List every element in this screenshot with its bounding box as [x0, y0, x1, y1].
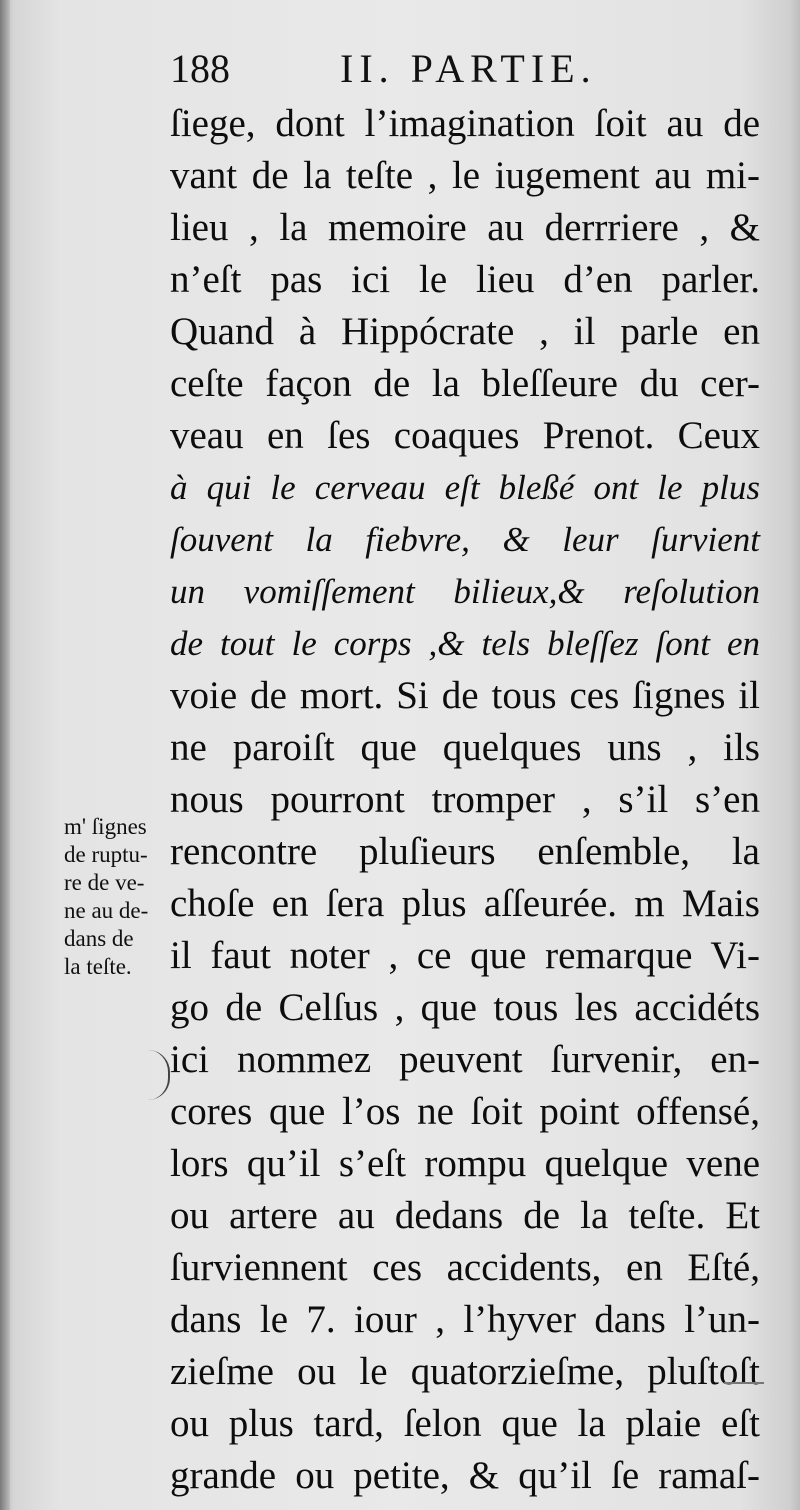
text-line: vant de la teſte , le iugement au mi-: [170, 154, 760, 197]
margin-note-line: re de ve-: [64, 870, 145, 895]
text-line: n’eſt pas ici le lieu d’en parler.: [170, 258, 760, 301]
page-header: [170, 44, 770, 94]
text-line: grande ou petite, & qu’il ſe ramaſ-: [170, 1454, 760, 1497]
text-line: choſe en ſera plus aſſeurée. m Mais: [170, 882, 760, 925]
margin-bracket-mark: [148, 1050, 170, 1100]
margin-note-line: la teſte.: [64, 954, 132, 979]
text-line: voie de mort. Si de tous ces ſignes il: [170, 674, 760, 717]
running-head: II. PARTIE.: [340, 46, 597, 91]
margin-note-line: ne au de-: [64, 898, 149, 923]
text-line: nous pourront tromper , s’il s’en: [170, 778, 760, 821]
margin-note-line: de ruptu-: [64, 842, 148, 867]
binding-gutter: [0, 0, 10, 1510]
text-line: lors qu’il s’eſt rompu quelque vene: [170, 1142, 760, 1185]
text-line: rencontre pluſieurs enſemble, la: [170, 830, 760, 873]
text-line: veau en ſes coaques Prenot. Ceux: [170, 414, 760, 457]
text-line: ceſte façon de la bleſſeure du cer-: [170, 362, 760, 405]
text-line: il faut noter , ce que remarque Vi-: [170, 934, 760, 977]
catchword-mark: [724, 1370, 764, 1384]
text-line: ſiege, dont l’imagination ſoit au de: [170, 102, 760, 145]
text-line: Quand à Hippócrate , il parle en: [170, 310, 760, 353]
text-line-italic: de tout le corps ,& tels bleſſez ſont en: [170, 624, 760, 663]
text-line: go de Celſus , que tous les accidéts: [170, 986, 760, 1029]
text-line: ne paroiſt que quelques uns , ils: [170, 726, 760, 769]
text-line: ici nommez peuvent ſurvenir, en-: [170, 1038, 760, 1081]
text-line: dans le 7. iour , l’hyver dans l’un-: [170, 1298, 760, 1341]
text-line-italic: à qui le cerveau eſt bleßé ont le plus: [170, 468, 760, 507]
text-line: ſurviennent ces accidents, en Eſté,: [170, 1246, 760, 1289]
text-line-italic: un vomiſſement bilieux,& reſolution: [170, 572, 760, 611]
margin-note-line: dans de: [64, 926, 134, 951]
page-number: 188: [170, 46, 230, 91]
text-line: zieſme ou le quatorzieſme, pluſtoſt: [170, 1350, 760, 1393]
text-line: ou plus tard, ſelon que la plaie eſt: [170, 1402, 760, 1445]
text-line-italic: ſouvent la fiebvre, & leur ſurvient: [170, 520, 760, 559]
text-line: ou artere au dedans de la teſte. Et: [170, 1194, 760, 1237]
text-line: lieu , la memoire au derrriere , &: [170, 206, 760, 249]
margin-note-line: m' ſignes: [64, 814, 147, 839]
text-line: cores que l’os ne ſoit point offensé,: [170, 1090, 760, 1133]
